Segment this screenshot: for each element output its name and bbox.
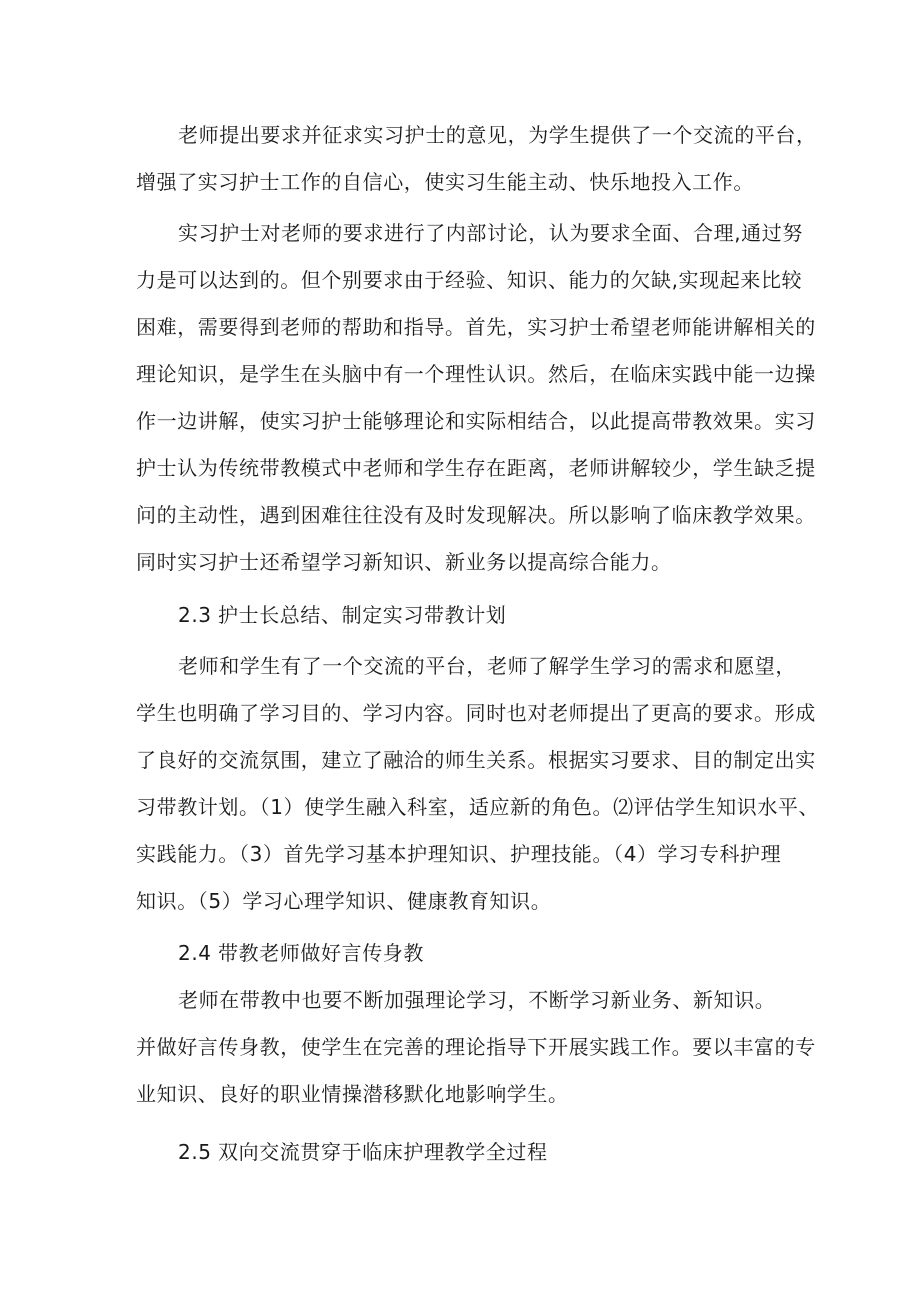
paragraph-line: 实习护士对老师的要求进行了内部讨论，认为要求全面、合理,通过努 <box>178 221 803 245</box>
paragraph-line: 问的主动性，遇到困难往往没有及时发现解决。所以影响了临床教学效果。 <box>136 503 816 527</box>
section-title: 双向交流贯穿于临床护理教学全过程 <box>218 1140 548 1164</box>
section-number: 2.4 <box>178 941 212 965</box>
paragraph-line: 力是可以达到的。但个别要求由于经验、知识、能力的欠缺,实现起来比较 <box>136 268 803 292</box>
section-heading <box>178 941 424 965</box>
paragraph-line: 习带教计划。（1）使学生融入科室，适应新的角色。⑵评估学生知识水平、 <box>136 795 820 819</box>
section-heading <box>178 603 506 627</box>
paragraph-line: 业知识、良好的职业情操潜移默化地影响学生。 <box>136 1082 569 1106</box>
paragraph-line: 护士认为传统带教模式中老师和学生存在距离，老师讲解较少，学生缺乏提 <box>136 456 816 480</box>
paragraph-line: 理论知识，是学生在头脑中有一个理性认识。然后，在临床实践中能一边操 <box>136 362 816 386</box>
paragraph-line: 同时实习护士还希望学习新知识、新业务以提高综合能力。 <box>136 550 672 574</box>
section-number: 2.5 <box>178 1140 212 1164</box>
section-heading <box>178 1140 548 1164</box>
paragraph-line: 学生也明确了学习目的、学习内容。同时也对老师提出了更高的要求。形成 <box>136 701 816 725</box>
section-title: 带教老师做好言传身教 <box>218 941 424 965</box>
paragraph-line: 了良好的交流氛围，建立了融洽的师生关系。根据实习要求、目的制定出实 <box>136 748 816 772</box>
paragraph-line: 并做好言传身教，使学生在完善的理论指导下开展实践工作。要以丰富的专 <box>136 1035 816 1059</box>
paragraph-line: 作一边讲解，使实习护士能够理论和实际相结合，以此提高带教效果。实习 <box>136 409 816 433</box>
paragraph-line: 老师提出要求并征求实习护士的意见，为学生提供了一个交流的平台， <box>178 123 817 147</box>
paragraph-line: 知识。（5）学习心理学知识、健康教育知识。 <box>136 889 552 913</box>
paragraph-line: 增强了实习护士工作的自信心，使实习生能主动、快乐地投入工作。 <box>136 170 754 194</box>
paragraph-line: 实践能力。（3）首先学习基本护理知识、护理技能。（4）学习专科护理 <box>136 842 782 866</box>
paragraph-line: 困难，需要得到老师的帮助和指导。首先，实习护士希望老师能讲解相关的 <box>136 315 816 339</box>
paragraph-line: 老师和学生有了一个交流的平台，老师了解学生学习的需求和愿望， <box>178 654 796 678</box>
paragraph-line: 老师在带教中也要不断加强理论学习，不断学习新业务、新知识。 <box>178 988 776 1012</box>
section-number: 2.3 <box>178 603 212 627</box>
section-title: 护士长总结、制定实习带教计划 <box>218 603 507 627</box>
